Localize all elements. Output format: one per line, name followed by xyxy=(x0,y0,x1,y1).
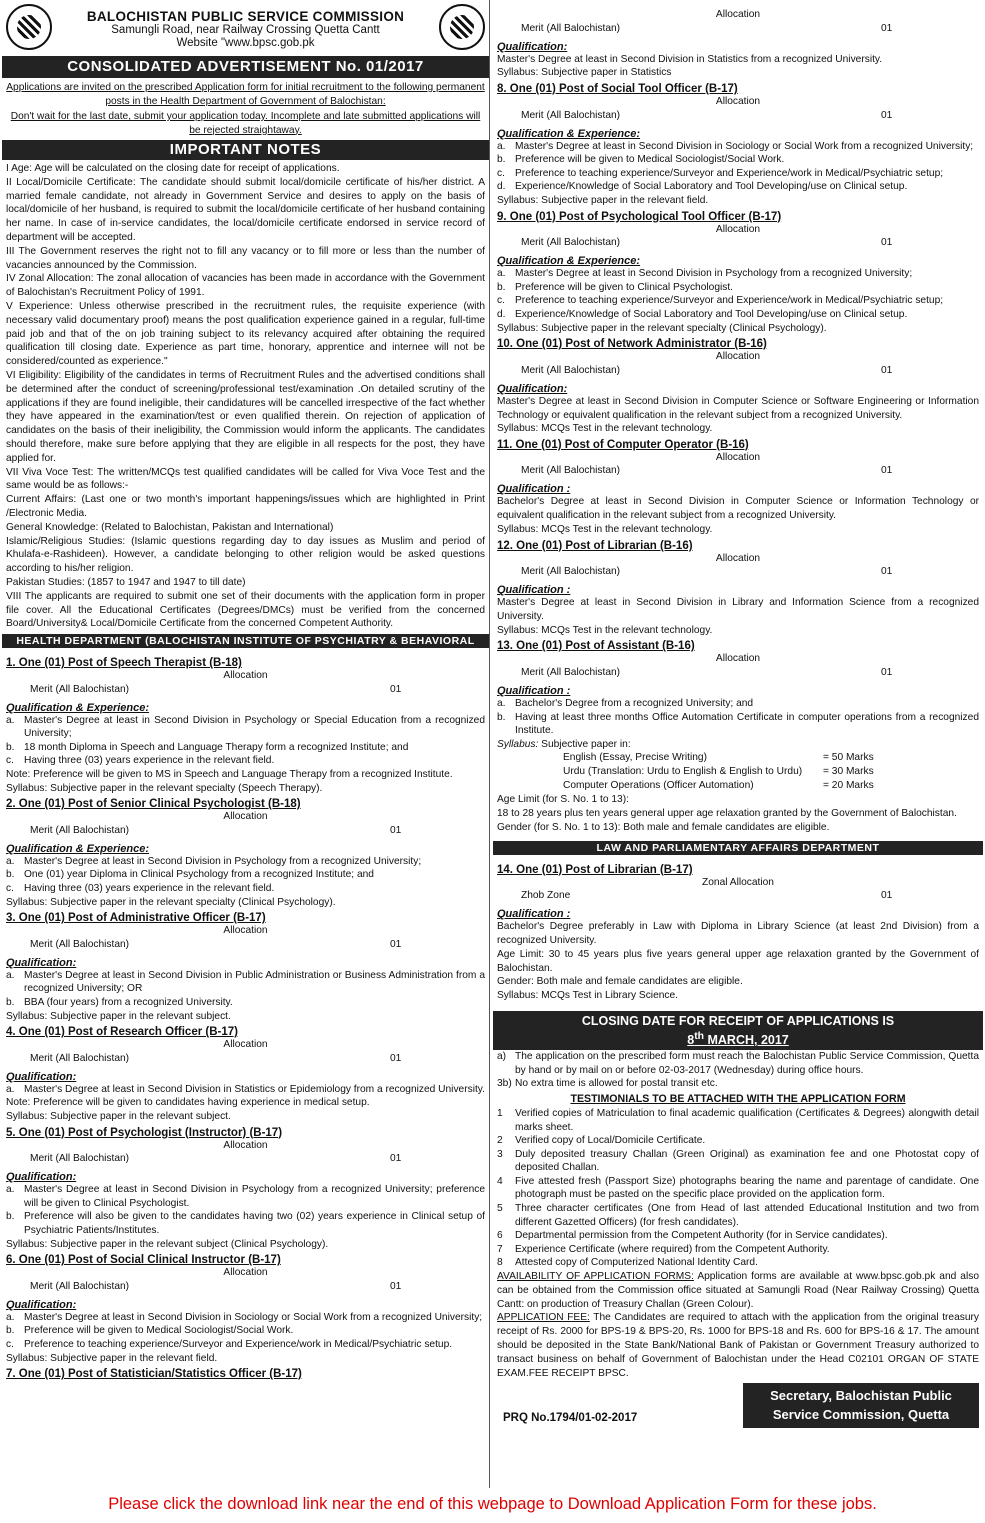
closing-item xyxy=(493,1050,983,1077)
item-text: Master's Degree at least in Second Division in Public Administration or Business Administration from a recognized University; OR xyxy=(24,969,485,995)
posts-list-left xyxy=(2,654,489,1365)
post-count: 01 xyxy=(881,237,893,249)
gender-text: Gender (for S. No. 1 to 13): Both male and female candidates are eligible. xyxy=(497,821,830,833)
note-paragraph: II Local/Domicile Certificate: The candidate should submit local/domicile certificate of his/her district. A married female candidate, not already in Government Service and desires to apply on the basis of local/domicile of her husband, is required to submit the local/domicile certificate of her husband containing her name. In case of in-service candidates, the local/domicile certificate endorsed in service record of department will be accepted. xyxy=(6,176,485,243)
law-department-heading: LAW AND PARLIAMENTARY AFFAIRS DEPARTMENT xyxy=(493,841,983,855)
subject: Urdu (Translation: Urdu to English & English to Urdu) xyxy=(563,766,803,778)
post-title: 6. One (01) Post of Social Clinical Instructor (B-17) xyxy=(6,1254,281,1267)
merit-label: Merit (All Balochistan) xyxy=(30,1280,130,1292)
testimonial-item xyxy=(493,1134,983,1148)
item-marker: c. xyxy=(6,883,14,895)
qualification-heading: Qualification: xyxy=(6,956,77,969)
right-column xyxy=(493,0,983,1488)
allocation-label: Allocation xyxy=(223,811,268,823)
merit-row xyxy=(2,683,489,700)
qualification-text: Master's Degree at least in Second Division in Computer Science or Software Engineering or Information Technology or equivalent qualification in the relevant subject from a recognized University. xyxy=(497,395,979,421)
qualification-heading: Qualification : xyxy=(497,483,571,496)
allocation-label: Allocation xyxy=(223,925,268,937)
qualification-item xyxy=(493,697,983,711)
item-marker: b. xyxy=(6,1325,15,1337)
merit-label: Merit (All Balochistan) xyxy=(30,824,130,836)
post-count: 01 xyxy=(390,1280,402,1292)
qualification-text: Master's Degree at least in Second Division in Library and Information Science from a recognized University. xyxy=(497,597,979,623)
item-text: The application on the prescribed form must reach the Balochistan Public Service Commission, Quetta by hand or by mail on or before 02-03-2017 (Wednesday) during office hours. xyxy=(515,1051,979,1076)
qualification-item xyxy=(2,1183,489,1210)
qualification-item xyxy=(2,1338,489,1352)
item-marker: 5 xyxy=(497,1203,503,1215)
item-marker: b. xyxy=(497,154,506,166)
org-name: BALOCHISTAN PUBLIC SERVICE COMMISSION xyxy=(86,9,405,24)
item-text: Experience/Knowledge of Social Laboratory and Tool Developing/use on Clinical setup. xyxy=(515,181,908,193)
post-title: 4. One (01) Post of Research Officer (B-17) xyxy=(6,1026,238,1039)
item-marker: 6 xyxy=(497,1230,503,1242)
merit-row xyxy=(2,1152,489,1169)
item-text: Experience/Knowledge of Social Laboratory and Tool Developing/use on Clinical setup. xyxy=(515,308,908,320)
allocation-label: Allocation xyxy=(715,9,761,20)
post-title: 3. One (01) Post of Administrative Officer (B-17) xyxy=(6,912,266,925)
item-marker: b. xyxy=(6,1211,15,1223)
important-notes xyxy=(2,162,489,631)
age-limit-heading: Age Limit (for S. No. 1 to 13): xyxy=(497,794,629,806)
item-text: Preference will be given to Medical Sociologist/Social Work. xyxy=(24,1325,294,1337)
qualification-heading: Qualification: xyxy=(497,382,568,395)
allocation-label: Allocation xyxy=(223,1267,268,1279)
qualification-text: Bachelor's Degree at least in Second Division in Computer Science or Information Technology or equivalent qualification in the relevant subject from a recognized University. xyxy=(497,496,979,522)
closing-item xyxy=(493,1077,983,1091)
deadline-warning: Don't wait for the last date, submit your application today. Incomplete and late submitted applications will be rejected straightaway. xyxy=(10,111,481,136)
post-count: 01 xyxy=(881,667,893,679)
merit-row xyxy=(493,565,983,582)
qualification-item xyxy=(2,868,489,882)
qualification-item xyxy=(2,1210,489,1237)
testimonial-item xyxy=(493,1202,983,1229)
qualification-item xyxy=(2,996,489,1010)
merit-row xyxy=(493,464,983,481)
post-count: 01 xyxy=(881,109,893,121)
qualification-heading: Qualification & Experience: xyxy=(497,255,641,268)
testimonials-list xyxy=(493,1107,983,1270)
post-note: Note: Preference will be given to MS in Speech and Language Therapy from a recognized Institute. xyxy=(6,769,453,781)
testimonial-item xyxy=(493,1229,983,1243)
item-marker: a. xyxy=(497,140,506,152)
note-paragraph: Islamic/Religious Studies: (Islamic questions regarding day to day issues as Muslim and period of Khulafa-e-Rashideen). However, a candidate belonging to other religion would be asked questions according to his/her religion. xyxy=(6,535,485,575)
allocation-label: Allocation xyxy=(715,653,761,665)
item-text: Having at least three months Office Automation Certificate in computer operations from a recognized Institute. xyxy=(515,711,979,737)
note-paragraph: V Experience: Unless otherwise prescribed in the recruitment rules, the requisite experience (with necessary valid documentary proof) means the post qualification experience gained in a regular, full-time paid job and that of the on job training subject to its relevancy acquired after obtaining the required qualification till closing date. Experience as part time, honorary, apprentice and internee will not be considered/counted as experience." xyxy=(6,300,485,368)
post-title: 11. One (01) Post of Computer Operator (B-16) xyxy=(497,438,749,451)
government-seal-icon xyxy=(439,4,485,50)
gender-text: Gender: Both male and female candidates are eligible. xyxy=(497,976,743,988)
item-marker: c. xyxy=(497,167,505,179)
closing-date-heading: CLOSING DATE FOR RECEIPT OF APPLICATIONS IS xyxy=(581,1013,895,1028)
qualification-item xyxy=(493,267,983,281)
item-text: Master's Degree at least in Second Division in Psychology or Special Education from a recognized University; xyxy=(24,714,485,740)
item-marker: b. xyxy=(6,741,15,753)
note-paragraph: Pakistan Studies: (1857 to 1947 and 1947 to till date) xyxy=(6,576,246,588)
note-paragraph: VI Eligibility: Eligibility of the candidates in terms of Recruitment Rules and the advertised conditions shall be determined after the conduct of screening/professional test/examination .On detailed scrutiny of the applications if they are found ineligible, their candidatures will be cancelled irrespective of the fact whether they have appeared in the examination/test or even qualified therein. On rejection of application of candidates on the basis of their ineligibility, the Commission would inform the applicants. The candidates should therefore, make sure before applying that they are eligible in all respects for the post, they have applied for. xyxy=(6,369,485,464)
merit-row xyxy=(2,1052,489,1069)
item-text: 18 month Diploma in Speech and Language Therapy form a recognized Institute; and xyxy=(24,741,409,753)
post-count: 01 xyxy=(881,364,893,376)
org-address: Samungli Road, near Railway Crossing Quetta Cantt xyxy=(111,24,380,36)
download-link-notice[interactable]: Please click the download link near the end of this webpage to Download Application Form for these jobs. xyxy=(108,1495,877,1513)
item-text: Verified copy of Local/Domicile Certificate. xyxy=(515,1135,706,1147)
item-text: One (01) year Diploma in Clinical Psychology from a recognized Institute; and xyxy=(24,869,374,881)
item-text: Experience Certificate (where required) from the Competent Authority. xyxy=(515,1243,830,1255)
marks-table xyxy=(493,751,983,793)
merit-row xyxy=(493,666,983,683)
item-marker: a. xyxy=(6,855,15,867)
note-paragraph: General Knowledge: (Related to Balochistan, Pakistan and International) xyxy=(6,521,334,533)
post-title: 9. One (01) Post of Psychological Tool Officer (B-17) xyxy=(497,210,782,223)
qualification-item xyxy=(2,855,489,869)
merit-label: Merit (All Balochistan) xyxy=(521,109,621,121)
item-marker: b. xyxy=(6,869,15,881)
merit-row xyxy=(2,824,489,841)
merit-label: Merit (All Balochistan) xyxy=(30,1153,130,1165)
qualification-item xyxy=(493,294,983,308)
testimonial-item xyxy=(493,1256,983,1270)
qualification-item xyxy=(493,140,983,154)
item-marker: b. xyxy=(6,997,15,1008)
post-title: 13. One (01) Post of Assistant (B-16) xyxy=(497,640,695,653)
qualification-item xyxy=(493,711,983,738)
allocation-label: Allocation xyxy=(715,451,761,463)
testimonial-item xyxy=(493,1175,983,1202)
item-marker: a. xyxy=(6,1083,15,1095)
item-text: No extra time is allowed for postal transit etc. xyxy=(515,1078,718,1090)
item-text: Bachelor's Degree from a recognized University; and xyxy=(515,698,754,710)
qualification-heading: Qualification : xyxy=(497,584,571,597)
merit-label: Merit (All Balochistan) xyxy=(521,22,621,34)
closing-date-banner xyxy=(493,1011,983,1050)
qualification-item xyxy=(493,308,983,322)
qualification-heading: Qualification: xyxy=(6,1298,77,1311)
syllabus: Syllabus: Subjective paper in Statistics xyxy=(497,67,672,79)
syllabus: Syllabus: Subjective paper in the relevant field. xyxy=(497,194,709,206)
qualification-text: Master's Degree at least in Second Division in Statistics from a recognized University. xyxy=(497,53,883,65)
item-marker: c. xyxy=(6,755,14,767)
item-marker: a. xyxy=(6,1184,15,1196)
post-title: 8. One (01) Post of Social Tool Officer (B-17) xyxy=(497,82,738,95)
qualification-item xyxy=(493,153,983,167)
item-text: Verified copies of Matriculation to final academic qualification (Certificates & Degrees) alongwith detail marks sheet. xyxy=(515,1107,979,1133)
note-paragraph: I Age: Age will be calculated on the closing date for receipt of applications. xyxy=(6,163,340,174)
item-text: BBA (four years) from a recognized University. xyxy=(24,997,233,1008)
merit-row xyxy=(493,236,983,253)
zonal-allocation-label: Zonal Allocation xyxy=(702,876,774,888)
post-title: 14. One (01) Post of Librarian (B-17) xyxy=(497,863,693,876)
note-paragraph: VII Viva Voce Test: The written/MCQs test qualified candidates will be called for Viva Voce Test and the same would be as follows:- xyxy=(6,466,485,492)
marks-row xyxy=(493,779,983,793)
qualification-heading: Qualification & Experience: xyxy=(6,701,150,714)
item-marker: 8 xyxy=(497,1257,503,1269)
qualification-text: Bachelor's Degree preferably in Law with Diploma in Library Science (at least 2nd Division) from a recognized University. xyxy=(497,921,979,946)
merit-label: Merit (All Balochistan) xyxy=(521,364,621,376)
syllabus: Syllabus: Subjective paper in the relevant subject. xyxy=(6,1110,231,1122)
item-text: Having three (03) years experience in the relevant field. xyxy=(24,755,275,767)
merit-row xyxy=(493,364,983,381)
merit-label: Merit (All Balochistan) xyxy=(521,237,621,249)
item-text: Preference to teaching experience/Surveyor and Experience/work in Medical/Psychiatric setup; xyxy=(515,295,944,307)
age-limit-text: Age Limit: 30 to 45 years plus five years general upper age relaxation granted by the Government of Balochistan. xyxy=(497,948,979,974)
syllabus: Syllabus: MCQs Test in the relevant technology. xyxy=(497,423,713,435)
merit-row xyxy=(2,938,489,955)
secretary-signature-box: Secretary, Balochistan Public Service Commission, Quetta xyxy=(743,1383,979,1428)
item-marker: d. xyxy=(497,308,506,320)
post-count: 01 xyxy=(390,824,402,836)
qualification-item xyxy=(2,1083,489,1097)
syllabus: Syllabus: Subjective paper in the relevant subject. xyxy=(6,1010,231,1022)
syllabus: Syllabus: MCQs Test in Library Science. xyxy=(497,990,678,1002)
qualification-heading: Qualification : xyxy=(497,685,571,698)
item-marker: a) xyxy=(497,1051,507,1063)
item-marker: b. xyxy=(497,711,506,723)
marks-row xyxy=(493,765,983,779)
post-title: 5. One (01) Post of Psychologist (Instructor) (B-17) xyxy=(6,1126,283,1139)
post-count: 01 xyxy=(390,683,402,695)
note-paragraph: IV Zonal Allocation: The zonal allocation of vacancies has been made in accordance with the Government of Balochistan's Recruitment Policy of 1991. xyxy=(6,273,485,299)
testimonial-item xyxy=(493,1107,983,1134)
qualification-item xyxy=(493,167,983,181)
note-paragraph: Current Affairs: (Last one or two month's important happenings/issues which are highlighted in Print /Electronic Media. xyxy=(6,494,485,519)
ad-title: CONSOLIDATED ADVERTISEMENT No. 01/2017 xyxy=(2,56,489,78)
post-count: 01 xyxy=(881,890,893,902)
allocation-label: Allocation xyxy=(715,223,761,235)
syllabus-13: Syllabus: Subjective paper in: xyxy=(497,738,631,750)
item-text: Master's Degree at least in Second Division in Sociology or Social Work from a recognized University; xyxy=(24,1311,483,1323)
merit-label: Merit (All Balochistan) xyxy=(30,1052,130,1064)
allocation-label: Allocation xyxy=(223,1139,268,1151)
qualification-item xyxy=(493,281,983,295)
post-count: 01 xyxy=(390,1052,402,1064)
header xyxy=(2,0,489,54)
merit-label: Merit (All Balochistan) xyxy=(30,683,130,695)
post-count: 01 xyxy=(390,938,402,950)
application-fee-text: APPLICATION FEE: The Candidates are required to attach with the application from the original treasury receipt of Rs. 2000 for BPS-19 & BPS-20, Rs. 1000 for BPS-18 and Rs. 600 for BPS-16 & 17. The amount should be deposited in the State Bank/National Bank of Pakistan or Government Treasury authorized to transact business on behalf of Government of Balochistan under the Head C02101 ORGAN OF STATE EXAM.FEE RECEIPT BPSC. xyxy=(497,1312,979,1379)
syllabus: Syllabus: Subjective paper in the relevant subject (Clinical Psychology). xyxy=(6,1238,329,1250)
qualification-item xyxy=(2,1324,489,1338)
zone-label: Zhob Zone xyxy=(521,890,571,902)
bpsc-logo-icon xyxy=(6,4,52,50)
item-marker: 7 xyxy=(497,1243,503,1255)
item-marker: 3b) xyxy=(497,1078,512,1090)
merit-label: Merit (All Balochistan) xyxy=(521,465,621,477)
age-limit-text: 18 to 28 years plus ten years general upper age relaxation granted by the Government of Balochistan. xyxy=(497,808,957,820)
syllabus: Syllabus: Subjective paper in the relevant field. xyxy=(6,1352,218,1364)
item-text: Master's Degree at least in Second Division in Psychology from a recognized University; xyxy=(24,855,422,867)
item-marker: 2 xyxy=(497,1135,503,1147)
post-count: 01 xyxy=(881,566,893,578)
qualification-item xyxy=(2,741,489,755)
merit-row xyxy=(2,1280,489,1297)
syllabus: Syllabus: Subjective paper in the relevant specialty (Clinical Psychology). xyxy=(6,896,336,908)
qualification-heading: Qualification : xyxy=(497,908,571,921)
item-text: Preference will also be given to the candidates having two (02) years experience in Clinical setup of Psychiatric Patients/Institutes. xyxy=(24,1211,485,1236)
syllabus: Syllabus: MCQs Test in the relevant technology. xyxy=(497,524,713,536)
post-title: 1. One (01) Post of Speech Therapist (B-18) xyxy=(6,657,242,670)
merit-label: Merit (All Balochistan) xyxy=(521,566,621,578)
item-marker: a. xyxy=(6,714,15,726)
qualification-item xyxy=(2,754,489,768)
item-marker: 4 xyxy=(497,1175,503,1187)
syllabus: Syllabus: Subjective paper in the relevant specialty (Clinical Psychology). xyxy=(497,322,827,334)
health-department-heading: HEALTH DEPARTMENT (BALOCHISTAN INSTITUTE OF PSYCHIATRY & BEHAVIORAL SCIENCES) xyxy=(2,634,489,648)
post-count: 01 xyxy=(881,465,893,477)
item-marker: c. xyxy=(497,295,505,307)
note-paragraph: III The Government reserves the right not to fill any vacancy or to fill more or less than the number of vacancies announced by the Commission. xyxy=(6,245,485,271)
post-count: 01 xyxy=(390,1153,402,1165)
intro-text: Applications are invited on the prescribed Application form for initial recruitment to the following permanent posts in the Health Department of Government of Balochistan: xyxy=(6,82,485,107)
merit-label: Merit (All Balochistan) xyxy=(30,938,130,950)
left-column xyxy=(2,0,490,1488)
marks-value: = 50 Marks xyxy=(823,752,874,764)
allocation-label: Allocation xyxy=(715,95,761,107)
item-text: Three character certificates (One from Head of last attended Educational Institution and two from different Gazetted Officers) (for fresh candidates). xyxy=(515,1203,979,1228)
merit-label: Merit (All Balochistan) xyxy=(521,667,621,679)
qualification-item xyxy=(493,180,983,194)
merit-row xyxy=(493,22,983,39)
item-marker: b. xyxy=(497,281,506,293)
syllabus: Syllabus: Subjective paper in the relevant specialty (Speech Therapy). xyxy=(6,782,323,794)
syllabus: Syllabus: MCQs Test in the relevant technology. xyxy=(497,624,713,636)
allocation-label: Allocation xyxy=(223,670,268,682)
merit-row xyxy=(493,109,983,126)
item-text: Preference to teaching experience/Surveyor and Experience/work in Medical/Psychiatric setup. xyxy=(24,1338,453,1350)
org-website: Website "www.bpsc.gob.pk xyxy=(176,37,315,49)
item-marker: 3 xyxy=(497,1148,503,1160)
marks-value: = 20 Marks xyxy=(823,780,874,792)
post-title: 7. One (01) Post of Statistician/Statistics Officer (B-17) xyxy=(6,1368,302,1381)
posts-list-right xyxy=(493,80,983,738)
subject: Computer Operations (Officer Automation) xyxy=(563,780,754,792)
item-text: Attested copy of Computerized National Identity Card. xyxy=(515,1257,758,1269)
closing-date: 8th MARCH, 2017 xyxy=(687,1030,789,1048)
item-marker: d. xyxy=(497,181,506,193)
item-marker: c. xyxy=(6,1338,14,1350)
item-text: Duly deposited treasury Challan (Green Original) as examination fee and one Photostat copy of deposited Challan. xyxy=(515,1148,979,1174)
zone-row xyxy=(493,889,983,906)
qualification-item xyxy=(2,1311,489,1325)
qualification-heading: Qualification: xyxy=(6,1171,77,1184)
item-marker: a. xyxy=(497,698,506,710)
allocation-label: Allocation xyxy=(715,351,761,363)
item-text: Preference to teaching experience/Surveyor and Experience/work in Medical/Psychiatric setup; xyxy=(515,167,944,179)
post-count: 01 xyxy=(881,22,893,34)
item-marker: a. xyxy=(6,1311,15,1323)
item-text: Five attested fresh (Passport Size) photographs bearing the name and parentage of candidate. One photograph must be pasted on the specific place provided on the application form. xyxy=(515,1175,979,1201)
note-paragraph: VIII The applicants are required to submit one set of their documents with the application form in proper file cover. All the Educational Certificates (Degrees/DMCs) must be verified from the concerned Board/University& Local/Domicile Certificate from the concerned Competent Authority. xyxy=(6,590,485,630)
item-text: Master's Degree at least in Second Division in Statistics or Epidemiology from a recognized University. xyxy=(24,1083,485,1095)
testimonial-item xyxy=(493,1148,983,1175)
prq-number: PRQ No.1794/01-02-2017 xyxy=(503,1412,638,1425)
post-title: 2. One (01) Post of Senior Clinical Psychologist (B-18) xyxy=(6,798,301,811)
item-text: Having three (03) years experience in the relevant field. xyxy=(24,883,275,895)
item-text: Preference will be given to Medical Sociologist/Social Work. xyxy=(515,154,785,166)
testimonial-item xyxy=(493,1243,983,1257)
footer xyxy=(493,1380,983,1430)
closing-instructions xyxy=(493,1050,983,1091)
item-marker: a. xyxy=(6,969,15,981)
marks-row xyxy=(493,751,983,765)
item-text: Preference will be given to Clinical Psychologist. xyxy=(515,281,734,293)
qualification-item xyxy=(2,969,489,996)
availability-text: AVAILABILITY OF APPLICATION FORMS: Application forms are available at www.bpsc.gob.pk and also can be obtained from the Commission office situated at Samungli Road (Near Railway Crossing) Quetta Cantt: on production of Treasury Challan (Green Colour). xyxy=(497,1271,979,1310)
item-text: Master's Degree at least in Second Division in Psychology from a recognized University; preference will be given to Clinical Psychologist. xyxy=(24,1184,485,1209)
item-marker: a. xyxy=(497,268,506,280)
qualification-heading: Qualification & Experience: xyxy=(497,127,641,140)
post-title: 10. One (01) Post of Network Administrator (B-16) xyxy=(497,338,767,351)
allocation-label: Allocation xyxy=(223,1039,268,1051)
qualification-item xyxy=(2,714,489,741)
post-title: 12. One (01) Post of Librarian (B-16) xyxy=(497,539,693,552)
item-text: Master's Degree at least in Second Division in Sociology or Social Work from a recognized University; xyxy=(515,140,974,152)
item-text: Master's Degree at least in Second Division in Psychology from a recognized University; xyxy=(515,268,913,280)
subject: English (Essay, Precise Writing) xyxy=(563,752,707,764)
marks-value: = 30 Marks xyxy=(823,766,874,778)
notes-title: IMPORTANT NOTES xyxy=(2,140,489,160)
qualification-heading: Qualification: xyxy=(6,1070,77,1083)
item-text: Departmental permission from the Competent Authority (for in Service candidates). xyxy=(515,1230,888,1242)
allocation-label: Allocation xyxy=(715,552,761,564)
qualification-item xyxy=(2,882,489,896)
testimonials-heading: TESTIMONIALS TO BE ATTACHED WITH THE APPLICATION FORM xyxy=(570,1092,906,1105)
qualification-heading: Qualification & Experience: xyxy=(6,842,150,855)
qualification-heading: Qualification: xyxy=(497,40,568,53)
post-note: Note: Preference will be given to candidates having experience in medical setup. xyxy=(6,1097,370,1109)
item-marker: 1 xyxy=(497,1107,503,1119)
